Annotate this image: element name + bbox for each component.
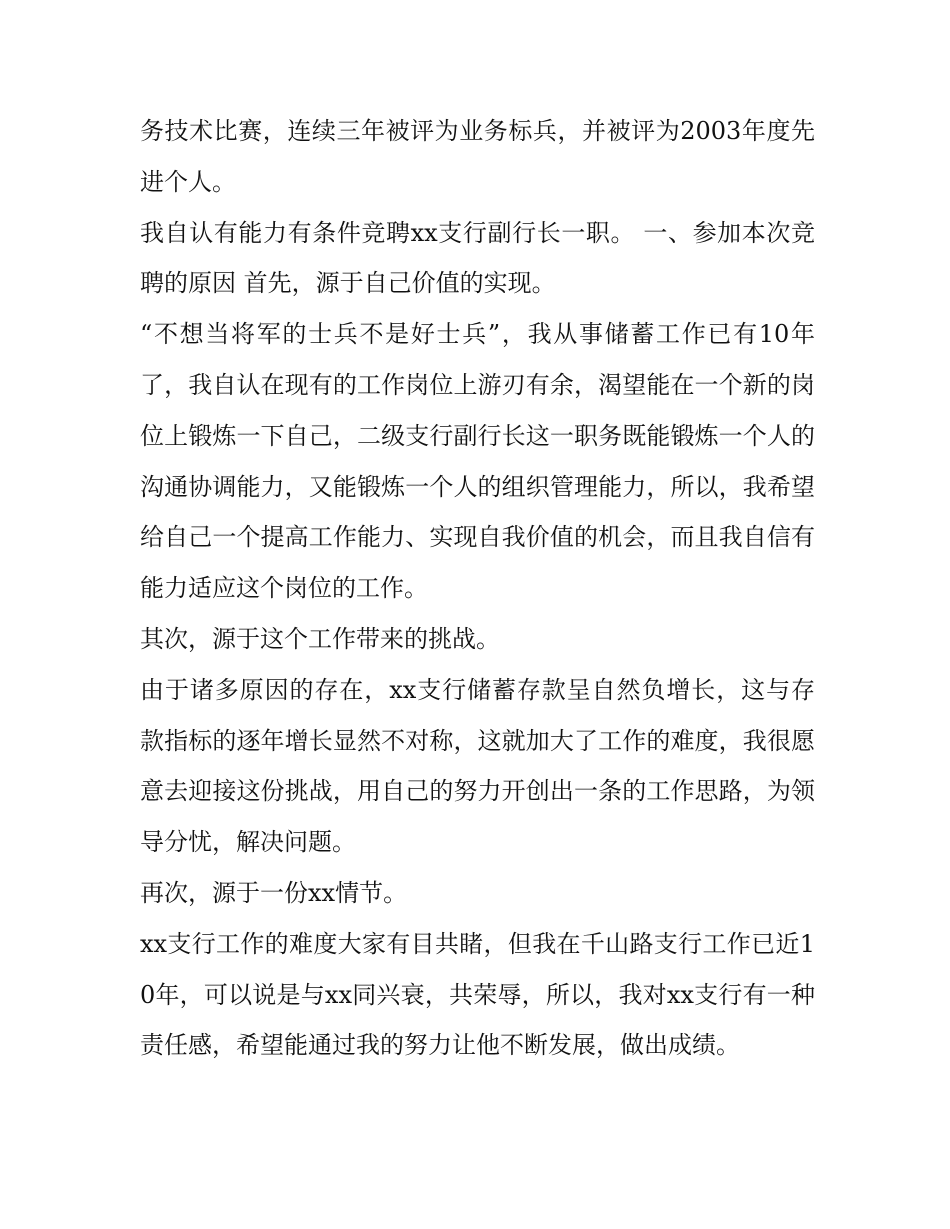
document-body [140, 106, 815, 1071]
paragraph-self-value: “不想当将军的士兵不是好士兵”，我从事储蓄工作已有10年了，我自认在现有的工作岗位上游刃有余，渴望能在一个新的岗位上锻炼一下自己，二级支行副行长这一职务既能锻炼一个人的沟通协调能力，又能锻炼一个人的组织管理能力，所以，我希望给自己一个提高工作能力、实现自我价值的机会，而且我自信有能力适应这个岗位的工作。 [140, 320, 815, 603]
paragraph-challenge: 由于诸多原因的存在，xx支行储蓄存款呈自然负增长，这与存款指标的逐年增长显然不对称，这就加大了工作的难度，我很愿意去迎接这份挑战，用自己的努力开创出一条的工作思路，为领导分忧，解决问题。 [140, 675, 815, 857]
paragraph-award-continuation: 务技术比赛，连续三年被评为业务标兵，并被评为2003年度先进个人。 [140, 117, 815, 196]
paragraph-self-assessment: 我自认有能力有条件竞聘xx支行副行长一职。 一、参加本次竞聘的原因 首先，源于自己价值的实现。 [140, 218, 815, 298]
paragraph-responsibility: xx支行工作的难度大家有目共睹，但我在千山路支行工作已近10年，可以说是与xx同兴衰，共荣辱，所以，我对xx支行有一种责任感，希望能通过我的努力让他不断发展，做出成绩。 [140, 929, 815, 1060]
paragraph-second-reason: 其次，源于这个工作带来的挑战。 [140, 624, 500, 653]
paragraph-third-reason: 再次，源于一份xx情节。 [140, 878, 408, 907]
